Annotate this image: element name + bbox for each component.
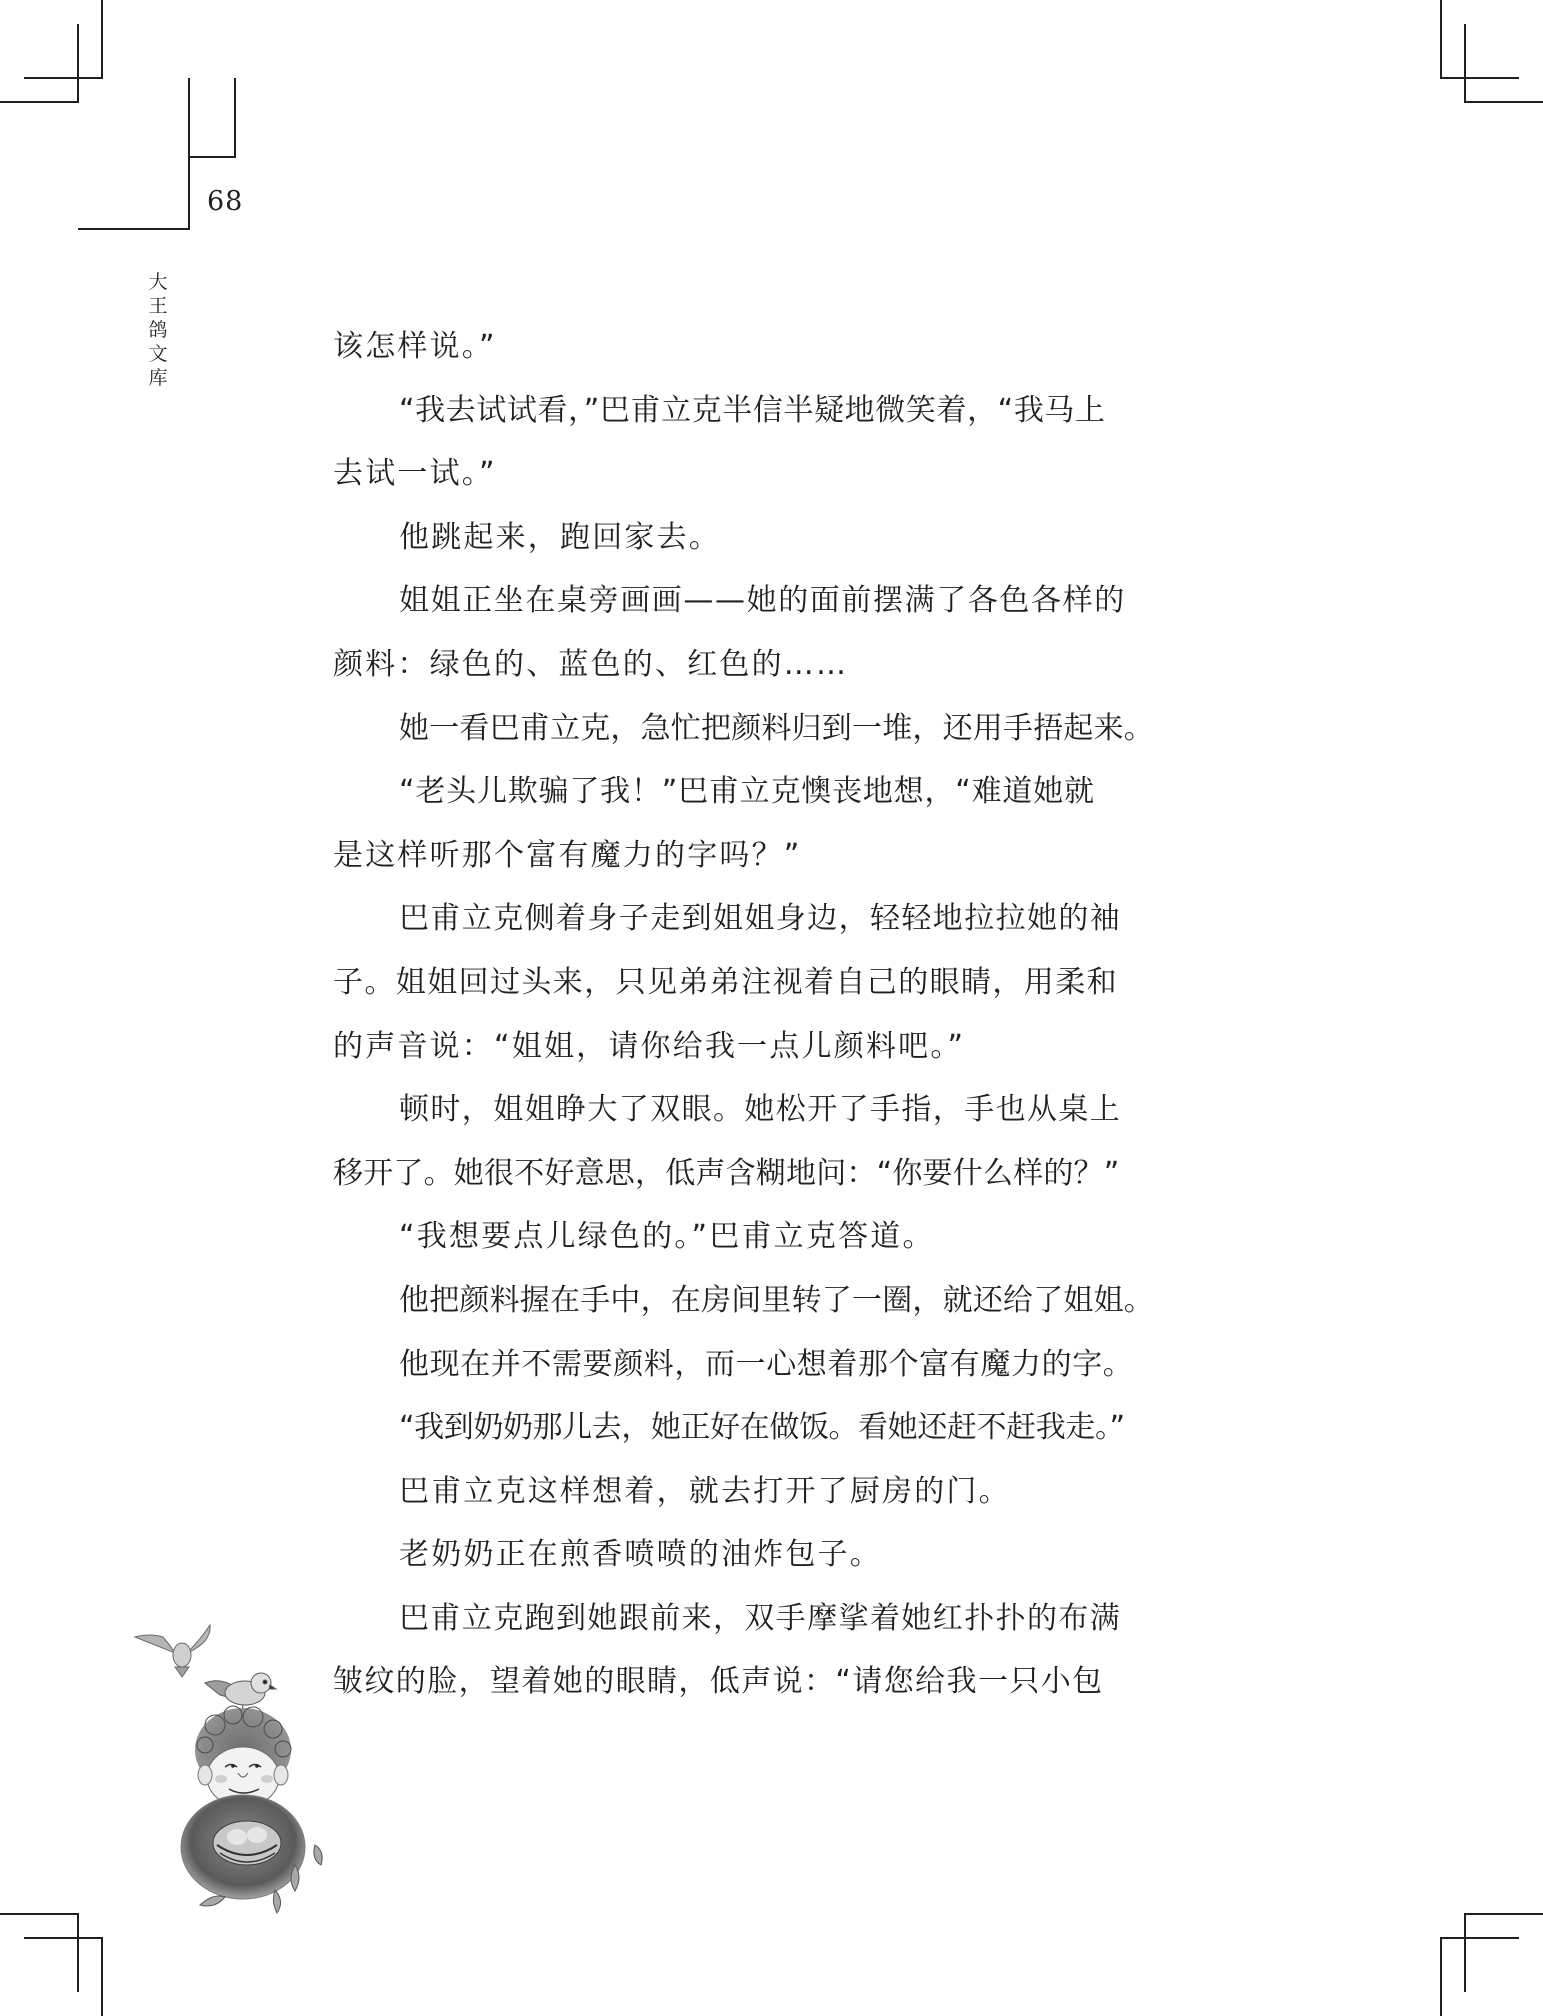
crop-mark — [24, 77, 103, 79]
illustration-bearded-man — [125, 1615, 345, 1915]
crop-mark — [1440, 1937, 1519, 1939]
series-title-char: 鸽 — [148, 319, 168, 341]
text-line: “老头儿欺骗了我！”巴甫立克懊丧地想，“难道她就 — [399, 774, 1095, 810]
text-line: 老奶奶正在煎香喷喷的油炸包子。 — [399, 1537, 882, 1573]
body-text — [333, 315, 1189, 1714]
text-line: 是这样听那个富有魔力的字吗？” — [333, 837, 802, 873]
text-line: “我到奶奶那儿去，她正好在做饭。看她还赶不赶我走。” — [399, 1410, 1125, 1446]
page-corner-rule — [78, 228, 190, 230]
text-line: 该怎样说。” — [333, 329, 497, 364]
text-line: 巴甫立克侧着身子走到姐姐身边，轻轻地拉拉她的袖 — [399, 901, 1122, 937]
beard-nest-icon — [181, 1795, 305, 1899]
page-corner-rule — [188, 78, 190, 230]
crop-mark — [101, 0, 103, 79]
text-line: 巴甫立克这样想着，就去打开了厨房的门。 — [399, 1473, 1011, 1509]
text-line: 他现在并不需要颜料，而一心想着那个富有魔力的字。 — [399, 1346, 1134, 1382]
text-line: 去试一试。” — [333, 456, 497, 492]
text-line: “我去试试看，”巴甫立克半信半疑地微笑着，“我马上 — [399, 392, 1106, 428]
text-line: 颜料：绿色的、蓝色的、红色的…… — [333, 646, 849, 682]
text-line: 移开了。她很不好意思，低声含糊地问：“你要什么样的？” — [333, 1155, 1120, 1191]
crop-mark — [1464, 1913, 1543, 1915]
text-line: “我想要点儿绿色的。”巴甫立克答道。 — [399, 1219, 935, 1255]
flying-bird-icon — [135, 1625, 210, 1677]
crop-mark — [1440, 0, 1442, 79]
text-line: 子。姐姐回过头来，只见弟弟注视着自己的眼睛，用柔和 — [333, 964, 1118, 1000]
text-line: 巴甫立克跑到她跟前来，双手摩挲着她红扑扑的布满 — [399, 1600, 1122, 1636]
series-title-char: 库 — [148, 367, 168, 389]
crop-mark — [0, 1913, 79, 1915]
series-title-char: 文 — [148, 343, 168, 365]
text-line: 皱纹的脸，望着她的眼睛，低声说：“请您给我一只小包 — [333, 1664, 1104, 1700]
crop-mark — [77, 1913, 79, 1992]
series-title-char: 王 — [148, 295, 168, 317]
text-line: 她一看巴甫立克，急忙把颜料归到一堆，还用手捂起来。 — [399, 710, 1154, 746]
series-title — [146, 270, 170, 390]
crop-mark — [77, 24, 79, 103]
crop-mark — [24, 1937, 103, 1939]
text-line: 他跳起来，跑回家去。 — [399, 519, 721, 555]
crop-mark — [1440, 77, 1519, 79]
page-number: 68 — [207, 186, 244, 217]
crop-mark — [1464, 24, 1466, 103]
text-line: 他把颜料握在手中，在房间里转了一圈，就还给了姐姐。 — [399, 1282, 1154, 1318]
crop-mark — [101, 1937, 103, 2016]
series-title-char: 大 — [148, 271, 168, 293]
crop-mark — [1464, 101, 1543, 103]
text-line: 姐姐正坐在桌旁画画——她的面前摆满了各色各样的 — [399, 583, 1126, 619]
text-line: 的声音说：“姐姐，请你给我一点儿颜料吧。” — [333, 1028, 966, 1064]
text-line: 顿时，姐姐睁大了双眼。她松开了手指，手也从桌上 — [399, 1092, 1122, 1128]
page-corner-rule — [188, 156, 236, 158]
crop-mark — [0, 101, 79, 103]
crop-mark — [1464, 1913, 1466, 1992]
crop-mark — [1440, 1937, 1442, 2016]
page-corner-rule — [234, 78, 236, 158]
